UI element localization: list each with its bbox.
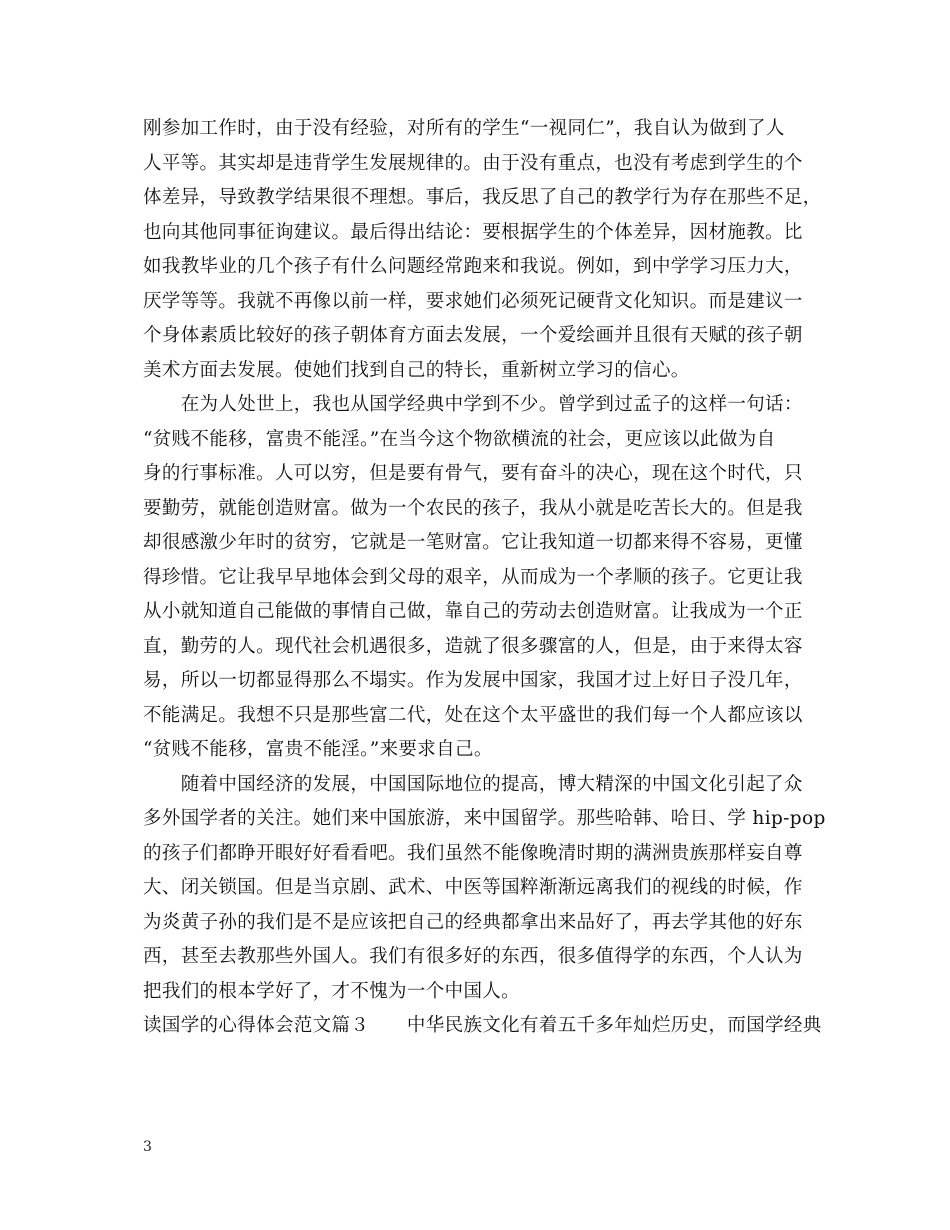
text-line: 人平等。其实却是违背学生发展规律的。由于没有重点，也没有考虑到学生的个 xyxy=(143,152,803,174)
text-line: 也向其他同事征询建议。最后得出结论：要根据学生的个体差异，因材施教。比 xyxy=(143,221,803,243)
text-line: 个身体素质比较好的孩子朝体育方面去发展，一个爱绘画并且很有天赋的孩子朝 xyxy=(143,325,803,346)
text-line: 要勤劳，就能创造财富。做为一个农民的孩子，我从小就是吃苦长大的。但是我 xyxy=(143,497,803,519)
text-line: 美术方面去发展。使她们找到自己的特长，重新树立学习的信心。 xyxy=(143,359,690,381)
text-line: 直，勤劳的人。现代社会机遇很多，造就了很多骤富的人，但是，由于来得太容 xyxy=(143,635,803,657)
text-line: “贫贱不能移，富贵不能淫。”来要求自己。 xyxy=(143,739,493,760)
page-number: 3 xyxy=(143,1139,152,1155)
text-line: 大、闭关锁国。但是当京剧、武术、中医等国粹渐渐远离我们的视线的时候，作 xyxy=(143,877,803,898)
text-line: 体差异，导致教学结果很不理想。事后，我反思了自己的教学行为存在那些不足， xyxy=(143,187,822,208)
text-line: 不能满足。我想不只是那些富二代，处在这个太平盛世的我们每一个人都应该以 xyxy=(143,704,803,726)
body-text xyxy=(143,112,833,1044)
text-line: 如我教毕业的几个孩子有什么问题经常跑来和我说。例如，到中学学习压力大， xyxy=(143,256,803,277)
text-line: 刚参加工作时，由于没有经验，对所有的学生“一视同仁”，我自认为做到了人 xyxy=(143,118,785,139)
text-line: 读国学的心得体会范文篇３ 中华民族文化有着五千多年灿烂历史，而国学经典 xyxy=(143,1015,822,1036)
text-line: 身的行事标准。人可以穷，但是要有骨气，要有奋斗的决心，现在这个时代，只 xyxy=(143,463,803,484)
text-line: 厌学等等。我就不再像以前一样，要求她们必须死记硬背文化知识。而是建议一 xyxy=(143,290,803,312)
text-line: 西，甚至去教那些外国人。我们有很多好的东西，很多值得学的东西，个人认为 xyxy=(143,946,803,967)
text-line: 为炎黄子孙的我们是不是应该把自己的经典都拿出来品好了，再去学其他的好东 xyxy=(143,911,803,933)
text-line: 得珍惜。它让我早早地体会到父母的艰辛，从而成为一个孝顺的孩子。它更让我 xyxy=(143,566,803,588)
text-line: 随着中国经济的发展，中国国际地位的提高，博大精深的中国文化引起了众 xyxy=(143,773,803,795)
text-line: 在为人处世上，我也从国学经典中学到不少。曾学到过孟子的这样一句话： xyxy=(143,394,803,415)
text-line: 从小就知道自己能做的事情自己做，靠自己的劳动去创造财富。让我成为一个正 xyxy=(143,601,803,622)
text-line: 的孩子们都睁开眼好好看看吧。我们虽然不能像晚清时期的满洲贵族那样妄自尊 xyxy=(143,842,803,864)
text-line: 易，所以一切都显得那么不塌实。作为发展中国家，我国才过上好日子没几年， xyxy=(143,670,803,691)
text-line: 却很感激少年时的贫穷，它就是一笔财富。它让我知道一切都来得不容易，更懂 xyxy=(143,532,803,553)
text-line: 多外国学者的关注。她们来中国旅游，来中国留学。那些哈韩、哈日、学 hip-pop xyxy=(143,808,826,829)
text-line: “贫贱不能移，富贵不能淫。”在当今这个物欲横流的社会，更应该以此做为自 xyxy=(143,428,776,450)
text-line: 把我们的根本学好了，才不愧为一个中国人。 xyxy=(143,980,521,1002)
